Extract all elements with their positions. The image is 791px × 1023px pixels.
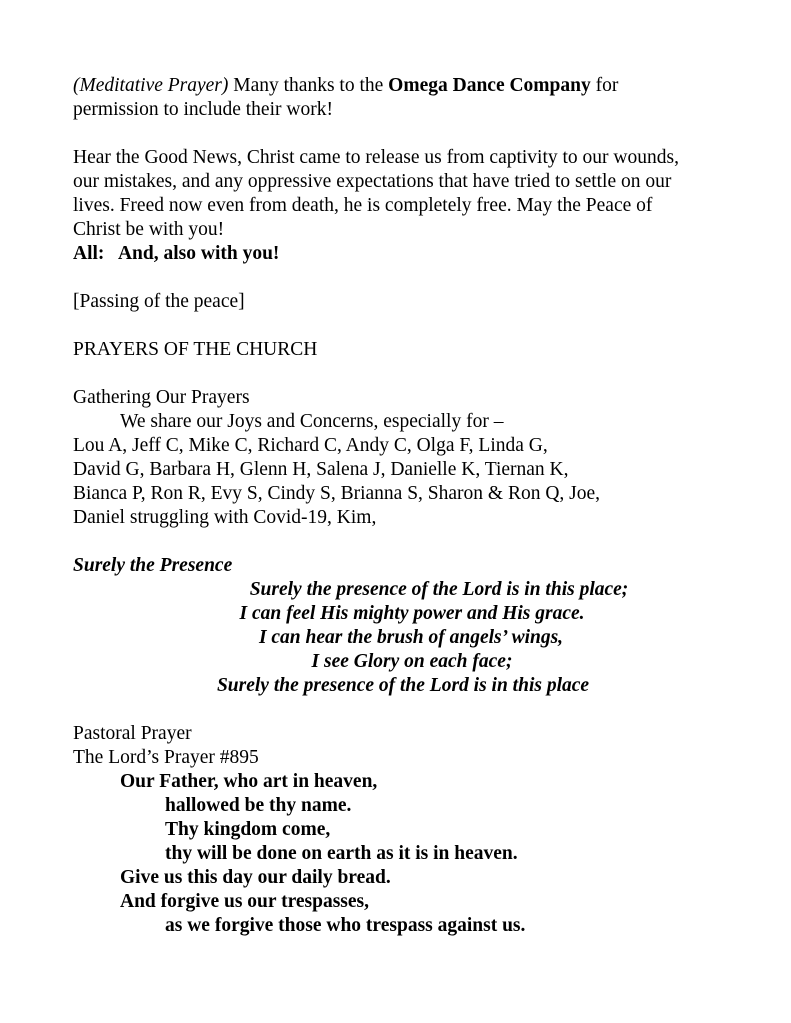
spacer	[73, 266, 733, 290]
lords-prayer-line: Give us this day our daily bread.	[120, 867, 391, 888]
hymn-line: Surely the presence of the Lord is in this place;	[249, 579, 629, 600]
spacer	[73, 698, 733, 722]
good-news-line: lives. Freed now even from death, he is completely free. May the Peace of	[73, 195, 653, 216]
permission-line: permission to include their work!	[73, 99, 333, 120]
lords-prayer-line: as we forgive those who trespass against us.	[165, 915, 526, 936]
thanks-text: Many thanks to the	[228, 75, 389, 96]
names-line: David G, Barbara H, Glenn H, Salena J, Danielle K, Tiernan K,	[73, 459, 569, 480]
good-news-line: Hear the Good News, Christ came to release us from captivity to our wounds,	[73, 147, 679, 168]
meditative-prayer-line	[73, 74, 733, 98]
lords-prayer-line: And forgive us our trespasses,	[120, 891, 370, 912]
lords-prayer-title: The Lord’s Prayer #895	[73, 747, 259, 768]
spacer	[73, 314, 733, 338]
congregation-response: All: And, also with you!	[73, 243, 280, 264]
passing-peace: [Passing of the peace]	[73, 291, 245, 312]
hymn-line: I see Glory on each face;	[311, 651, 513, 672]
spacer	[73, 530, 733, 554]
lords-prayer-line: hallowed be thy name.	[165, 795, 352, 816]
prayers-heading: PRAYERS OF THE CHURCH	[73, 339, 318, 360]
names-line: Bianca P, Ron R, Evy S, Cindy S, Brianna S, Sharon & Ron Q, Joe,	[73, 483, 601, 504]
gathering-title: Gathering Our Prayers	[73, 387, 250, 408]
joys-concerns-intro: We share our Joys and Concerns, especially for –	[120, 411, 504, 432]
pastoral-prayer: Pastoral Prayer	[73, 723, 192, 744]
names-line: Daniel struggling with Covid-19, Kim,	[73, 507, 377, 528]
hymn-line: I can feel His mighty power and His grace.	[239, 603, 585, 624]
lords-prayer-line: Thy kingdom come,	[165, 819, 331, 840]
spacer	[73, 362, 733, 386]
hymn-lyrics	[73, 578, 733, 698]
dance-company-name: Omega Dance Company	[388, 75, 591, 96]
hymn-title: Surely the Presence	[73, 555, 233, 576]
good-news-line: Christ be with you!	[73, 219, 225, 240]
lords-prayer-line: thy will be done on earth as it is in heaven.	[165, 843, 518, 864]
good-news-line: our mistakes, and any oppressive expectations that have tried to settle on our	[73, 171, 672, 192]
thanks-text-end: for	[590, 75, 619, 96]
meditative-prayer-label: (Meditative Prayer)	[73, 75, 229, 96]
spacer	[73, 122, 733, 146]
names-line: Lou A, Jeff C, Mike C, Richard C, Andy C, Olga F, Linda G,	[73, 435, 548, 456]
lords-prayer-line: Our Father, who art in heaven,	[120, 771, 378, 792]
bulletin-page	[73, 74, 733, 938]
hymn-line: Surely the presence of the Lord is in this place	[216, 675, 590, 696]
hymn-line: I can hear the brush of angels’ wings,	[258, 627, 564, 648]
